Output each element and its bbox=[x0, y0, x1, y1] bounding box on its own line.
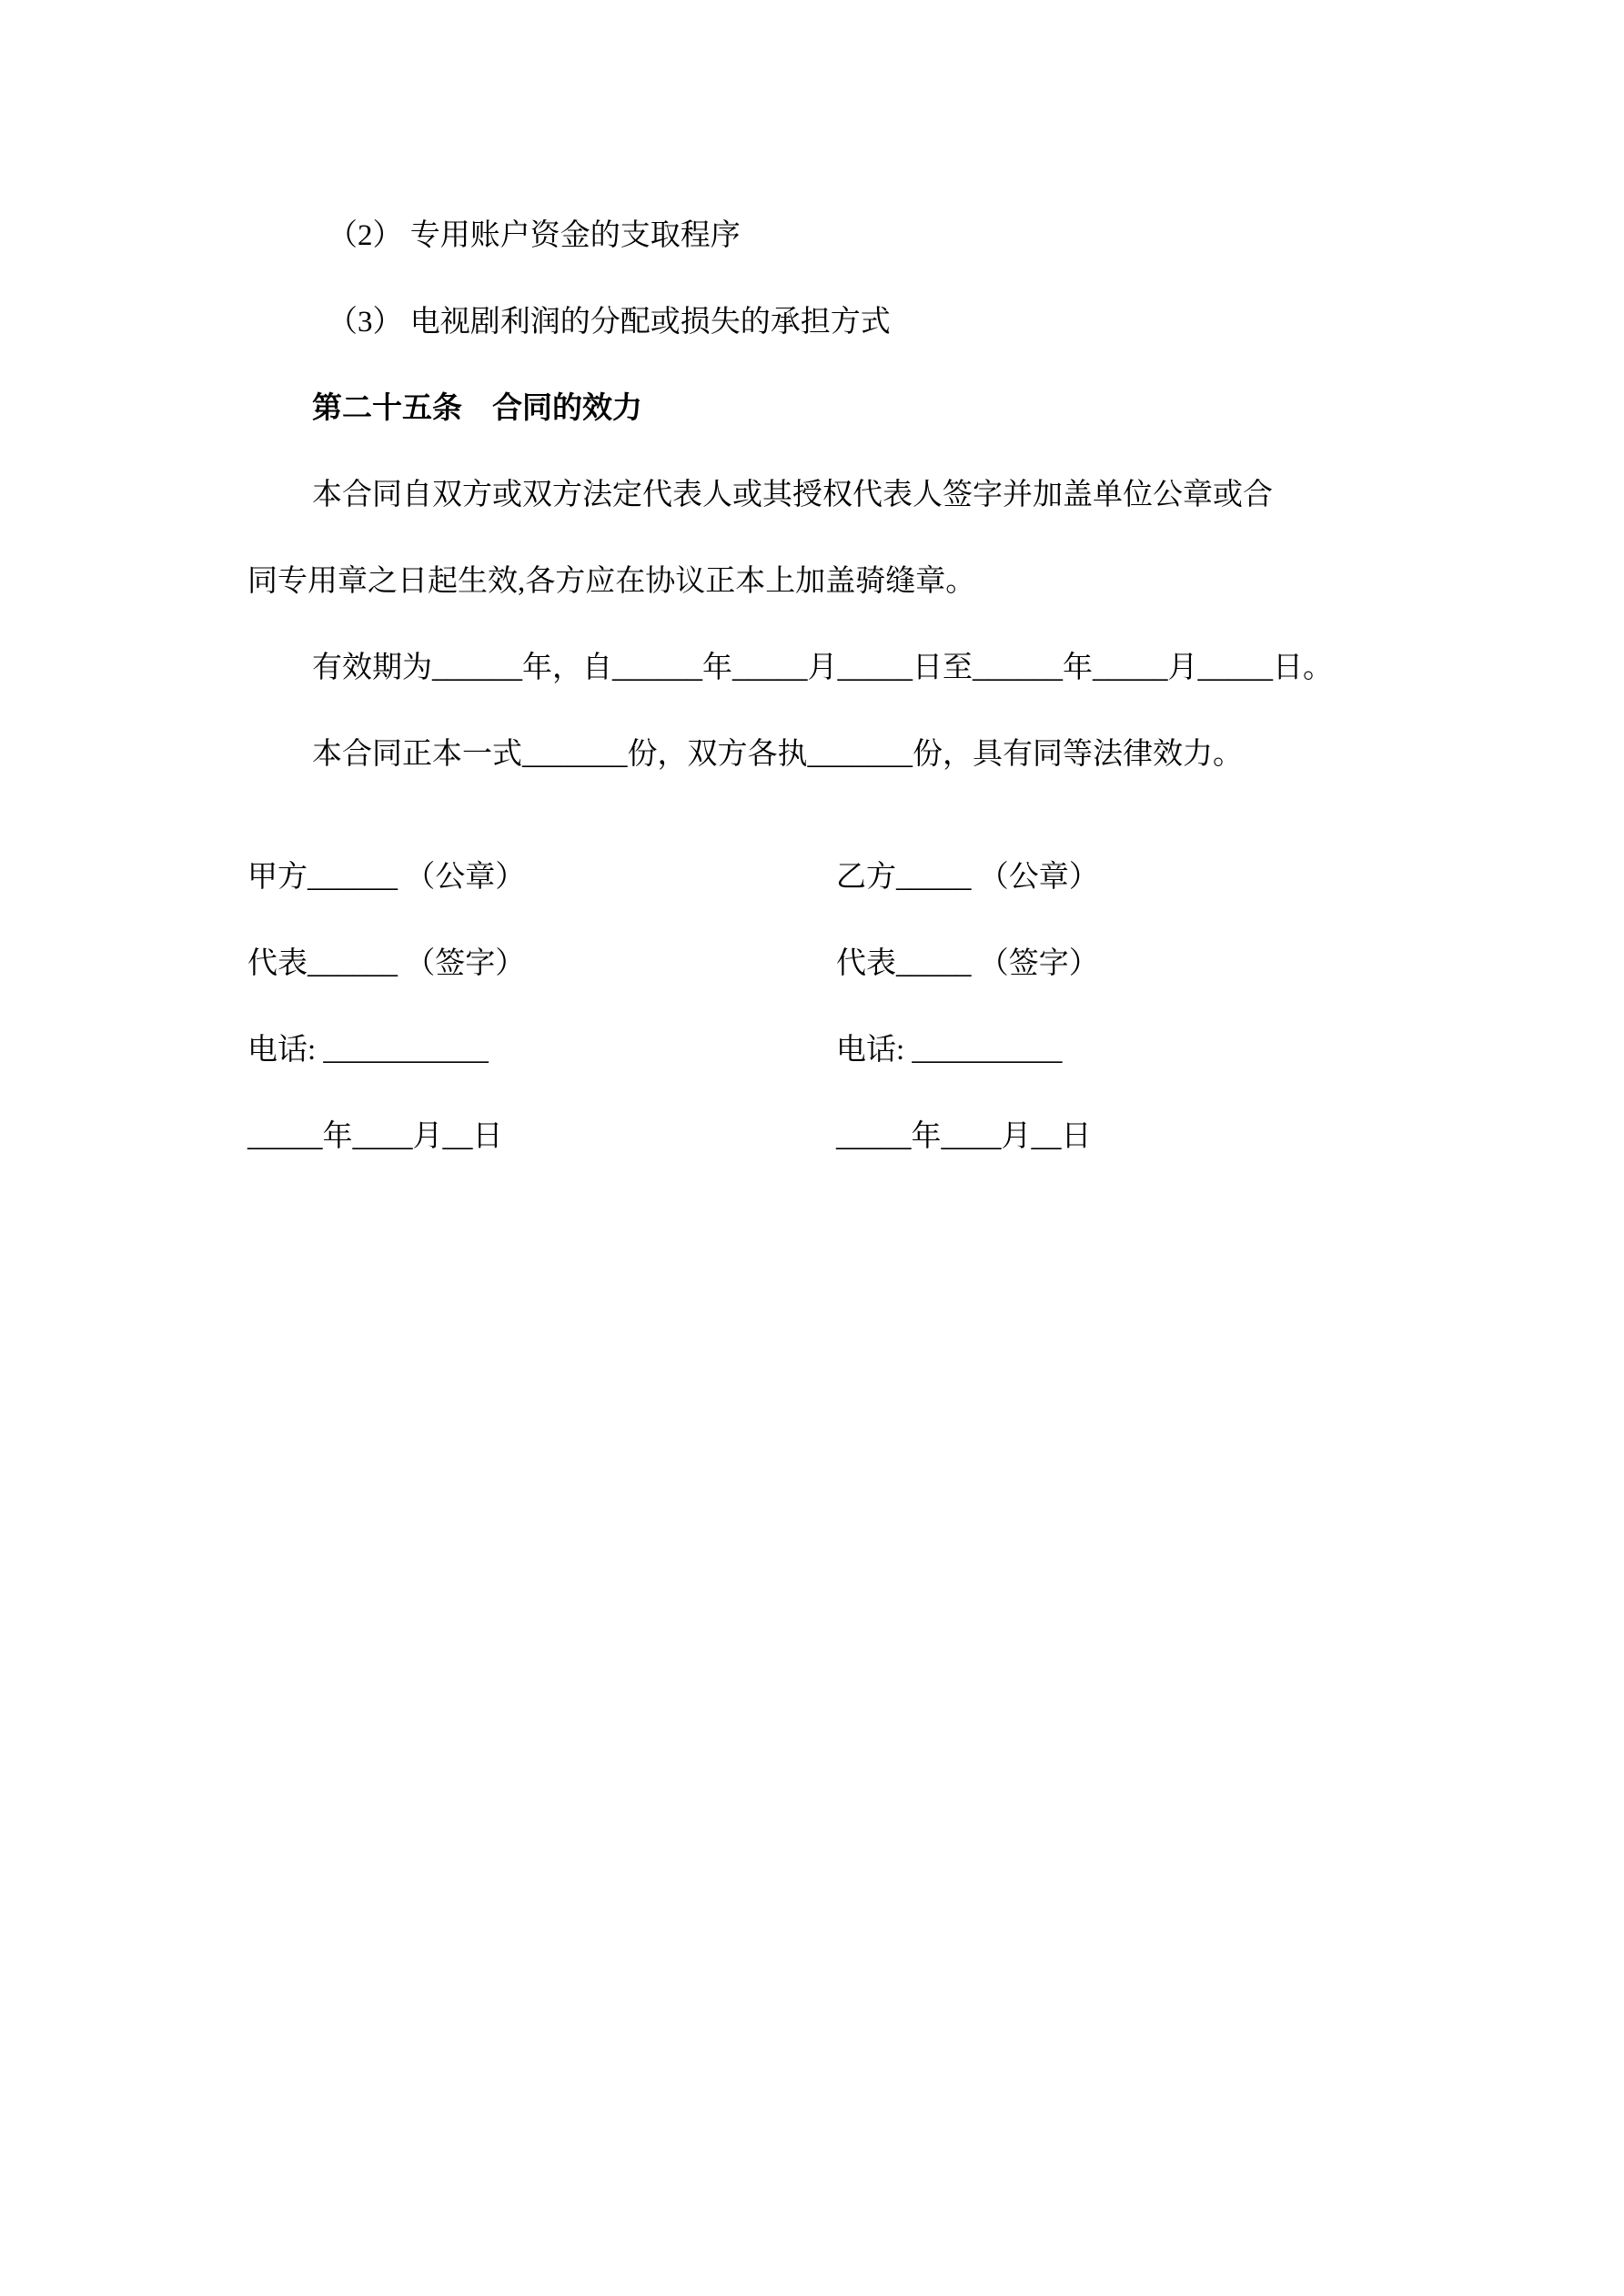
effect-clause-line-2: 同专用章之日起生效,各方应在协议正本上加盖骑缝章。 bbox=[247, 565, 976, 598]
party-b-date-line: _____年____月__日 bbox=[836, 1120, 1092, 1153]
party-b-phone-line: 电话: __________ bbox=[836, 1034, 1063, 1067]
copies-line: 本合同正本一式_______份，双方各执_______份，具有同等法律效力。 bbox=[312, 738, 1243, 771]
party-a-seal-line: 甲方______ （公章） bbox=[247, 861, 526, 894]
list-item-2: （2） 专用账户资金的支取程序 bbox=[328, 219, 741, 252]
effect-clause-line-1: 本合同自双方或双方法定代表人或其授权代表人签字并加盖单位公章或合 bbox=[312, 479, 1273, 511]
party-a-representative-line: 代表______ （签字） bbox=[247, 947, 526, 980]
party-a-signature-column bbox=[247, 834, 836, 1180]
party-a-phone-line: 电话: ___________ bbox=[247, 1034, 489, 1067]
article-heading: 第二十五条 合同的效力 bbox=[312, 392, 642, 425]
party-b-signature-column bbox=[836, 834, 1407, 1180]
party-b-seal-line: 乙方_____ （公章） bbox=[836, 861, 1099, 894]
validity-period-line: 有效期为______年，自______年_____月_____日至______年_____月_____日。 bbox=[312, 652, 1333, 684]
list-item-3: （3） 电视剧利润的分配或损失的承担方式 bbox=[328, 306, 891, 339]
signature-block bbox=[247, 834, 1407, 1180]
party-a-date-line: _____年____月__日 bbox=[247, 1120, 503, 1153]
party-b-representative-line: 代表_____ （签字） bbox=[836, 947, 1099, 980]
